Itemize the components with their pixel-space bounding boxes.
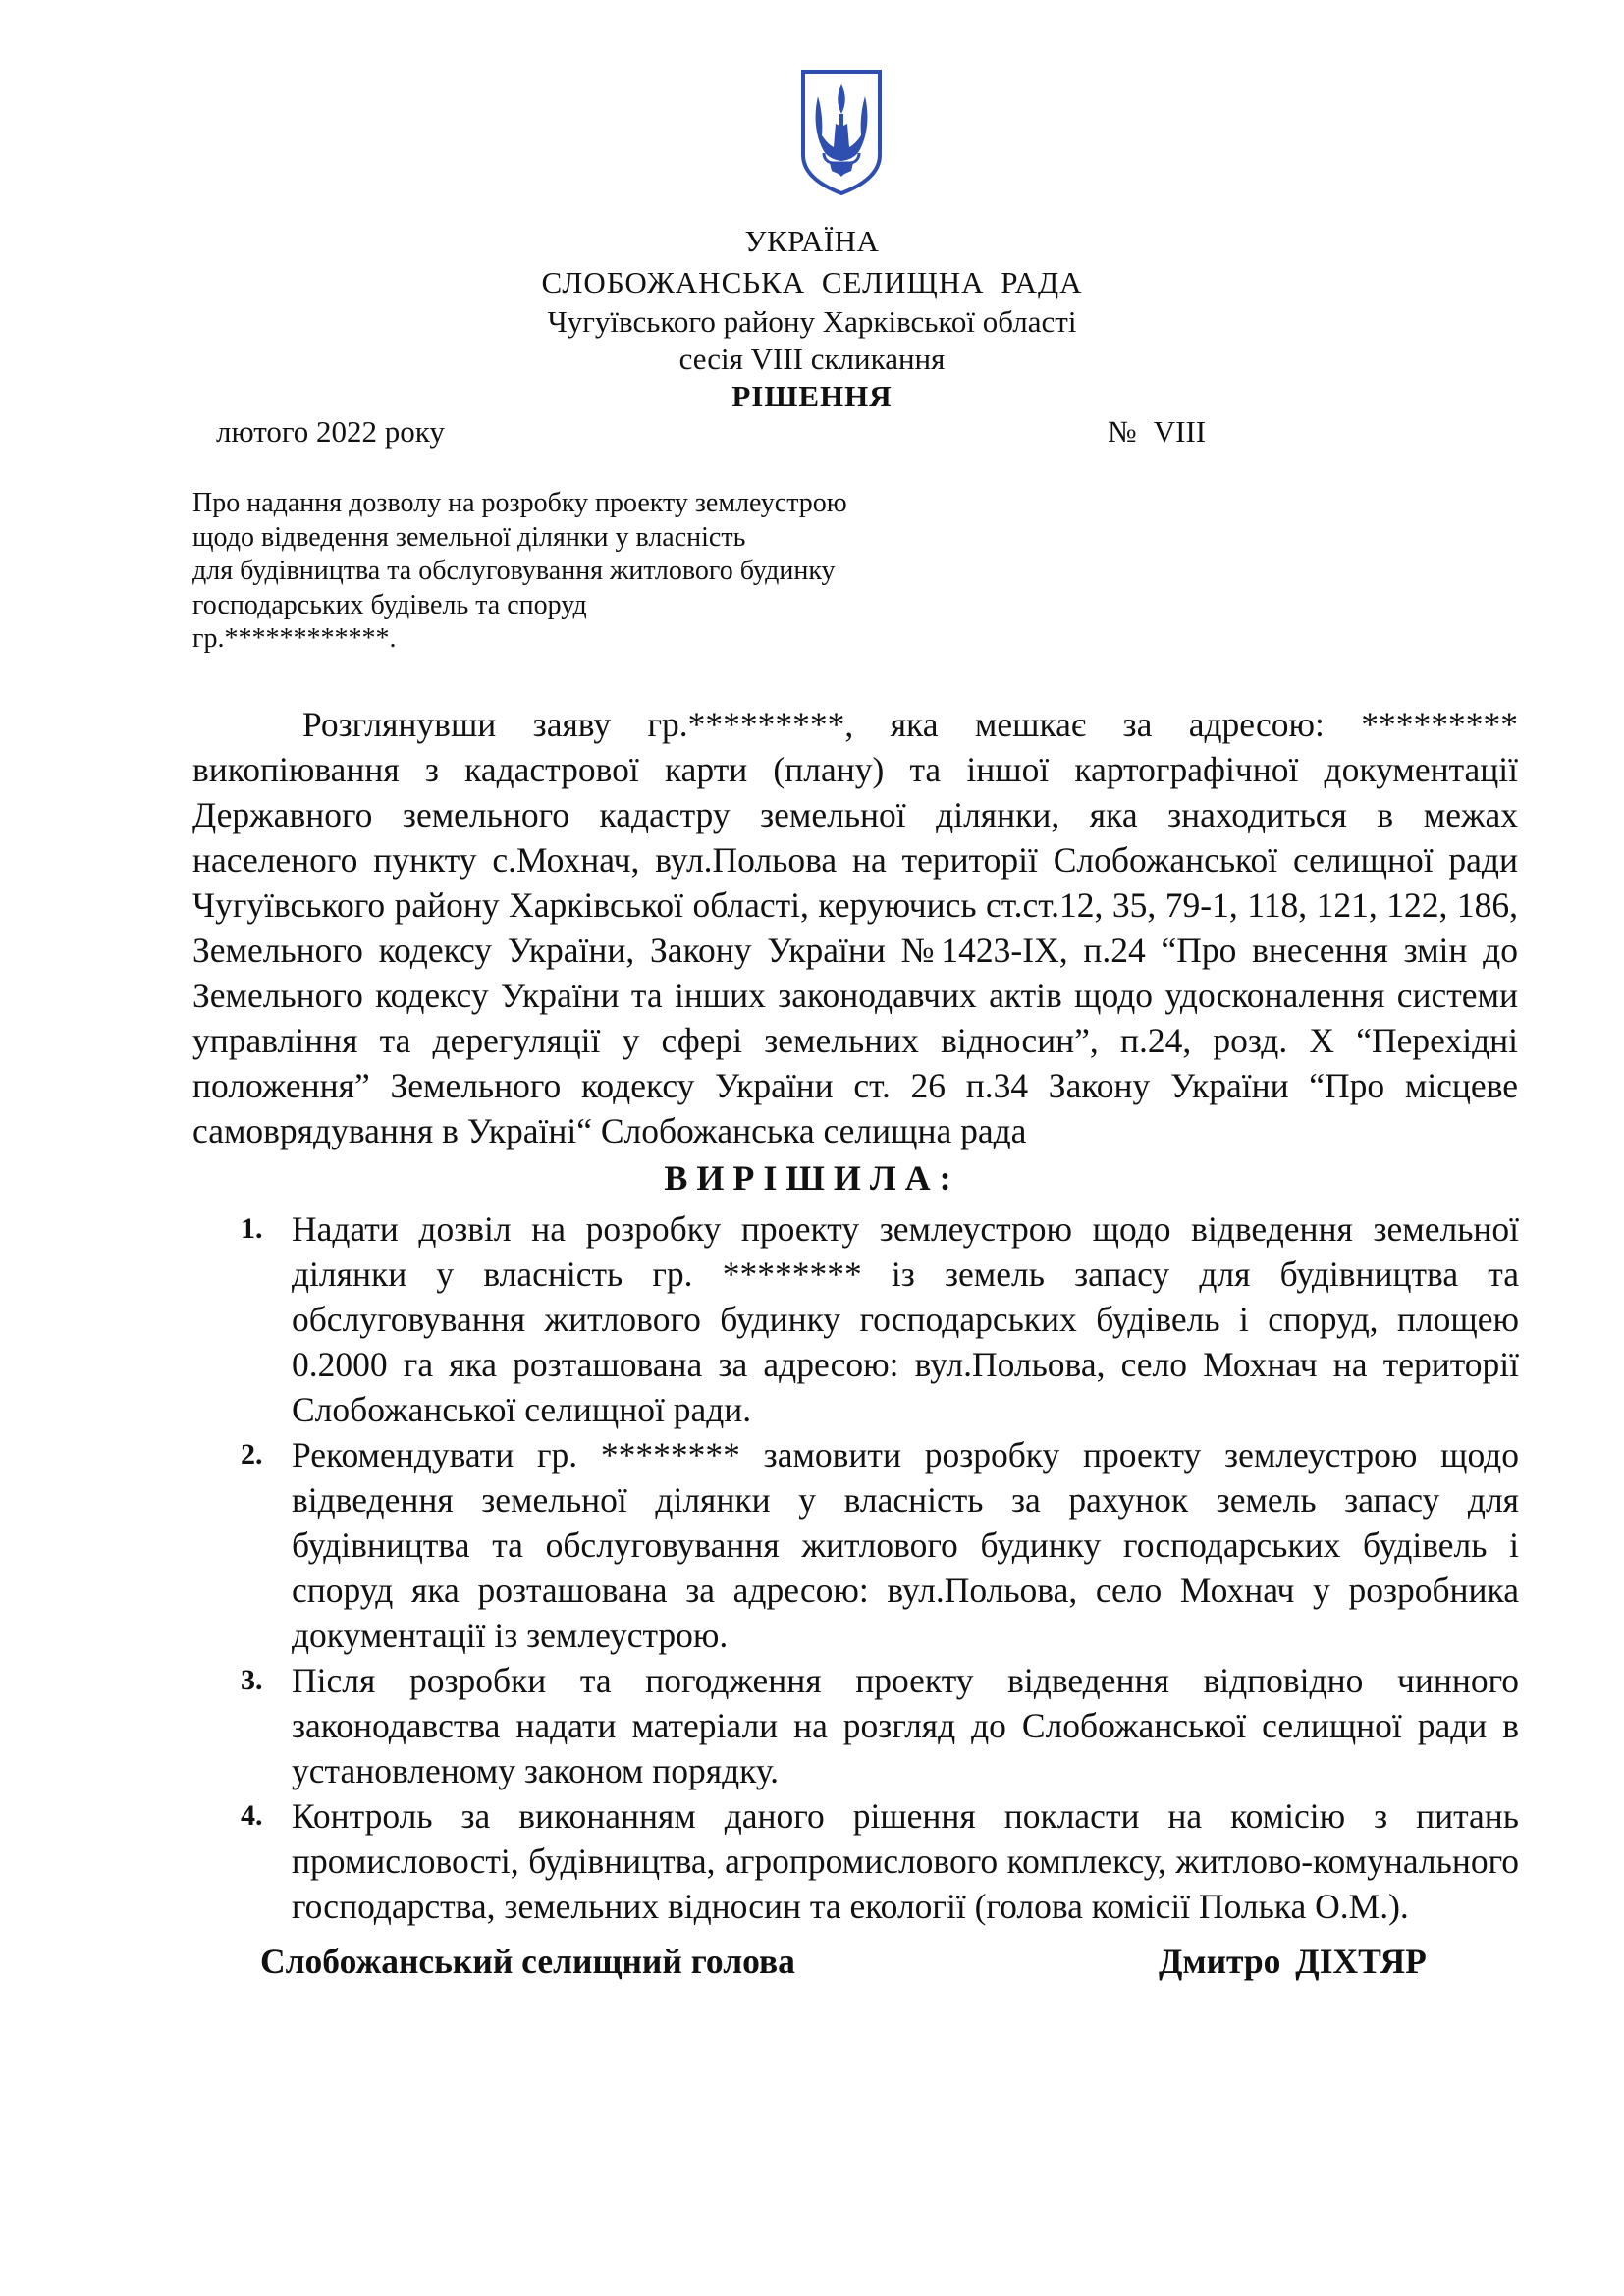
item-number: 3. [241,1664,263,1696]
decision-number: № VIII [1108,414,1207,449]
item-text: Рекомендувати гр. ******** замовити розробку проекту землеустрою щодо відведення земельної ділянки у власність за рахунок земель запасу для будівництва та обслуговування житлового будинку господарських будівель і споруд яка розташована за адресою: вул.Польова, село Мохнач у розробника документації із землеустрою. [292,1435,1519,1655]
subject-line: Про надання дозволу на розробку проекту землеустрою [192,488,847,518]
item-number: 4. [241,1799,263,1832]
signatory-title: Слобожанський селищний голова [260,1942,795,1981]
decision-date: лютого 2022 року [216,414,445,449]
subject-line: для будівництва та обслуговування житлового будинку [192,556,836,586]
item-number: 1. [241,1212,263,1245]
subject-line: господарських будівель та споруд [192,589,587,620]
header-council: СЛОБОЖАНСЬКА СЕЛИЩНА РАДА [541,265,1083,299]
resolved-heading: ВИРІШИЛА: [664,1158,960,1198]
decision-item [241,1793,1519,1929]
coat-of-arms-icon [800,69,883,196]
header-session: сесія VIII скликання [678,342,946,376]
decision-item [241,1206,1519,1432]
decision-item [241,1658,1519,1793]
item-text: Після розробки та погодження проекту відведення відповідно чинного законодавства надати матеріали на розгляд до Слобожанської селищної ради в установленому законом порядку. [292,1661,1519,1790]
subject-line: гр.************. [192,623,397,654]
decision-subject [192,487,978,657]
subject-line: щодо відведення земельної ділянки у власність [192,521,746,553]
preamble-paragraph: Розглянувши заяву гр.*********, яка мешкає за адресою: ********* викопіювання з кадастрової карти (плану) та іншої картографічної документації Державного земельного кадастру земельної ділянки, яка знаходиться в межах населеного пункту с.Мохнач, вул.Польова на території Слобожанської селищної ради Чугуївського району Харківської області, керуючись ст.ст.12, 35, 79-1, 118, 121, 122, 186, Земельного кодексу України, Закону України №1423-IX, п.24 “Про внесення змін до Земельного кодексу України та інших законодавчих актів щодо удосконалення системи управління та дерегуляції у сфері земельних відносин”, п.24, розд. Х “Перехідні положення” Земельного кодексу України ст. 26 п.34 Закону України “Про місцеве самоврядування в Україні“ Слобожанська селищна рада [192,705,1518,1150]
signatory-name: Дмитро ДІХТЯР [1159,1942,1427,1981]
decision-items [241,1206,1519,1929]
decision-item [241,1432,1519,1658]
header-district: Чугуївського району Харківської області [547,304,1077,339]
header-country: УКРАЇНА [744,224,880,258]
item-text: Надати дозвіл на розробку проекту землеустрою щодо відведення земельної ділянки у власність гр. ******** із земель запасу для будівництва та обслуговування житлового будинку господарських будівель і споруд, площею 0.2000 га яка розташована за адресою: вул.Польова, село Мохнач на території Слобожанської селищної ради. [292,1209,1519,1429]
preamble-block [192,702,1518,1153]
document-title: РІШЕННЯ [731,379,893,413]
item-number: 2. [241,1438,263,1470]
item-text: Контроль за виконанням даного рішення покласти на комісію з питань промисловості, будівництва, агропромислового комплексу, житлово-комунального господарства, земельних відносин та екології (голова комісії Полька О.М.). [292,1796,1519,1926]
